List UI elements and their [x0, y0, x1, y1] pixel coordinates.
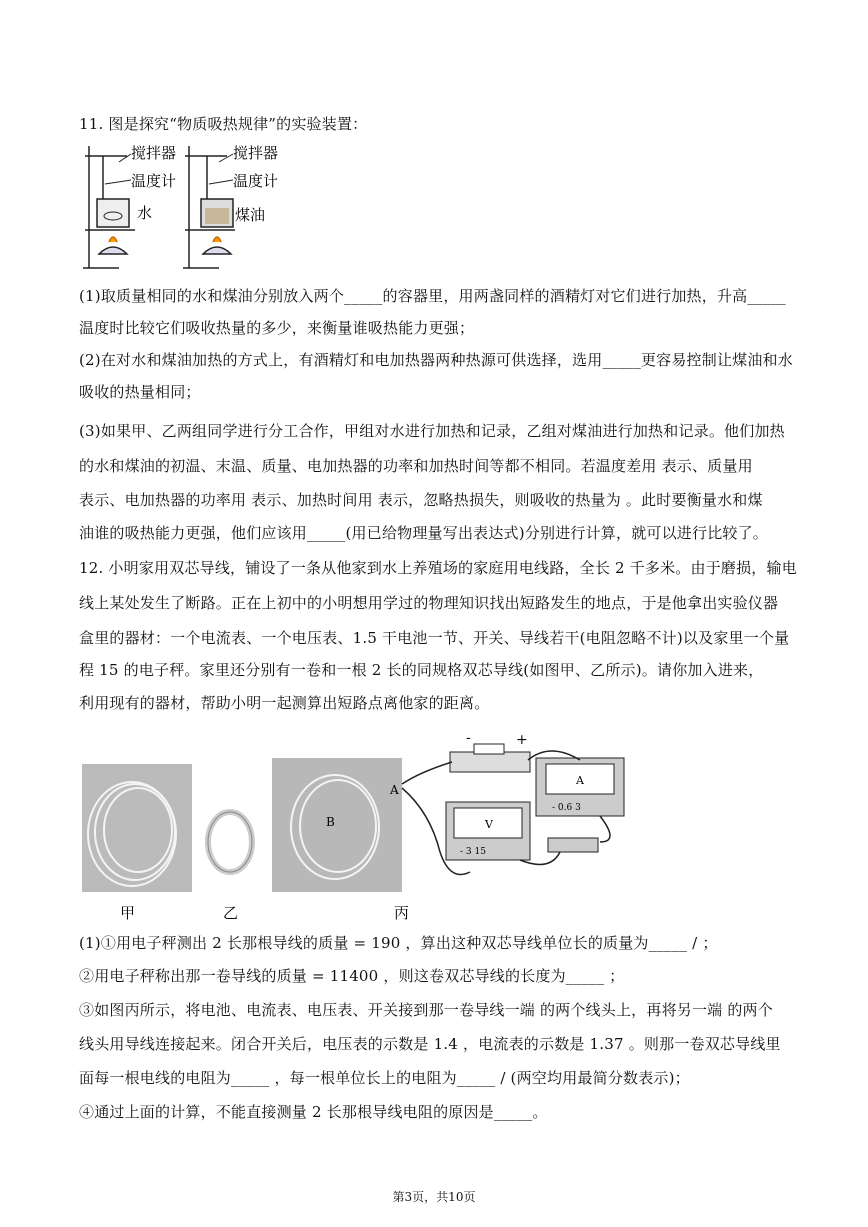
q11-line-3: (2)在对水和煤油加热的方式上，有酒精灯和电加热器两种热源可供选择，选用_____更容易控制让煤油和水 [79, 351, 793, 369]
q12-sub-line-6: ④通过上面的计算，不能直接测量 2 长那根导线电阻的原因是_____。 [79, 1103, 548, 1121]
q11-line-2: 温度时比较它们吸收热量的多少，来衡量谁吸热能力更强； [79, 319, 475, 337]
label-yi: 乙 [223, 904, 239, 922]
thermometer-label-1: 温度计 [131, 172, 177, 190]
voltmeter-symbol: V [485, 818, 493, 831]
q11-line-4: 吸收的热量相同； [79, 383, 201, 401]
kerosene-label: 煤油 [235, 206, 266, 224]
q12-line-3: 盒里的器材：一个电流表、一个电压表、1.5 干电池一节、开关、导线若干(电阻忽略不计)以及家里一个量 [79, 629, 790, 647]
point-a-label: A [390, 783, 399, 797]
q12-sub-line-4: 线头用导线连接起来。闭合开关后，电压表的示数是 1.4 ，电流表的示数是 1.37 。则那一卷双芯导线里 [79, 1035, 781, 1053]
q11-line-6: 的水和煤油的初温、末温、质量、电加热器的功率和加热时间等都不相同。若温度差用 表示、质量用 [79, 457, 753, 475]
point-b-label: B [326, 815, 335, 829]
q12-sub-line-2: ②用电子秤称出那一卷导线的质量 = 11400 ，则这卷双芯导线的长度为_____ ； [79, 967, 625, 985]
switch [548, 838, 598, 852]
q11-line-7: 表示、电加热器的功率用 表示、加热时间用 表示，忽略热损失，则吸收的热量为 。此时要衡量水和煤 [79, 491, 763, 509]
q12-line-5: 利用现有的器材，帮助小明一起测算出短路点离他家的距离。 [79, 694, 490, 712]
battery [450, 752, 530, 772]
q11-line-8: 油谁的吸热能力更强，他们应该用_____(用已给物理量写出表达式)分别进行计算，就可以进行比较了。 [79, 524, 769, 542]
wire-circuit-figure [80, 722, 800, 922]
q12-line-2: 线上某处发生了断路。正在上初中的小明想用学过的物理知识找出短路发生的地点，于是他拿出实验仪器 [79, 594, 779, 612]
voltmeter-terminals: - 3 15 [460, 847, 486, 857]
battery-minus: - [466, 730, 471, 746]
q12-sub-line-3: ③如图丙所示，将电池、电流表、电压表、开关接到那一卷导线一端 的两个线头上，再将另一端 的两个 [79, 1001, 773, 1019]
q11-title: 11. 图是探究“物质吸热规律”的实验装置： [79, 115, 368, 133]
q12-sub-line-5: 面每一根电线的电阻为_____ ，每一根单位长上的电阻为_____ / (两空均用最简分数表示)； [79, 1069, 690, 1087]
ammeter-terminals: - 0.6 3 [552, 803, 581, 813]
page-footer: 第3页，共10页 [392, 1190, 476, 1204]
heat-experiment-figure [79, 144, 289, 274]
label-jia: 甲 [120, 904, 136, 922]
q12-line-1: 12. 小明家用双芯导线，铺设了一条从他家到水上养殖场的家庭用电线路，全长 2 千多米。由于磨损，输电 [79, 559, 797, 577]
water-label: 水 [137, 204, 153, 222]
q12-line-4: 程 15 的电子秤。家里还分别有一卷和一根 2 长的同规格双芯导线(如图甲、乙所示)。请你加入进来， [79, 661, 764, 679]
stirrer-label-1: 搅拌器 [131, 144, 177, 162]
short-wire-photo [208, 812, 252, 872]
q11-line-1: (1)取质量相同的水和煤油分别放入两个_____的容器里，用两盏同样的酒精灯对它们进行加热，升高_____ [79, 287, 786, 305]
q11-line-5: (3)如果甲、乙两组同学进行分工合作，甲组对水进行加热和记录，乙组对煤油进行加热和记录。他们加热 [79, 422, 785, 440]
thermometer-label-2: 温度计 [233, 172, 279, 190]
q12-sub-line-1: (1)①用电子秤测出 2 长那根导线的质量 = 190 ，算出这种双芯导线单位长的质量为_____ / ； [79, 934, 718, 952]
stirrer-label-2: 搅拌器 [233, 144, 279, 162]
battery-plus: + [516, 732, 528, 748]
label-bing: 丙 [394, 904, 410, 922]
ammeter-symbol: A [576, 774, 584, 787]
